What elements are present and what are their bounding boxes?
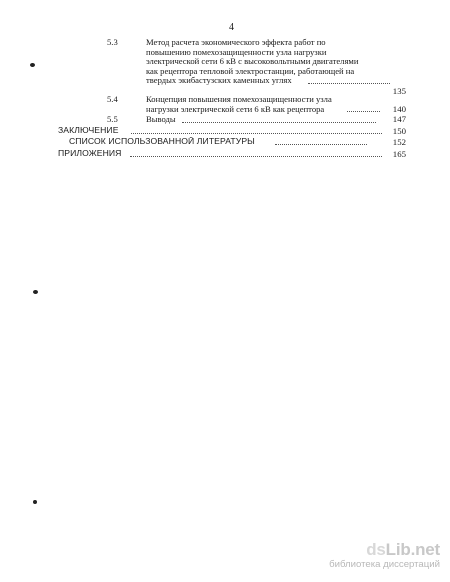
- page-number: 4: [229, 22, 234, 33]
- toc-entry-title: Выводы: [146, 115, 378, 125]
- scan-speck: [30, 63, 35, 67]
- scan-speck: [33, 500, 37, 504]
- toc-section-page: 152: [392, 137, 406, 147]
- dslib-watermark: [329, 540, 440, 570]
- toc-section-title: ЗАКЛЮЧЕНИЕ: [58, 126, 384, 136]
- toc-entry-number: 5.5: [107, 114, 118, 124]
- toc-section-title: ПРИЛОЖЕНИЯ: [58, 149, 384, 159]
- dslib-logo: dsLib.net: [366, 540, 440, 559]
- dslib-subtitle: библиотека диссертаций: [329, 559, 440, 570]
- toc-section-page: 150: [392, 126, 406, 136]
- toc-entry-title: Метод расчета экономического эффекта работ по повышению помехозащищенности узла нагрузки электрической сети 6 кВ с высоковольтными двигателями как рецептора тепловой электростанции, работающей на твердых экибастузских каменных углях: [146, 38, 392, 86]
- toc-entry-page: 135: [392, 86, 406, 96]
- toc-section-page: 165: [392, 149, 406, 159]
- toc-entry-page: 147: [392, 114, 406, 124]
- toc-entry-page: 140: [392, 104, 406, 114]
- scan-speck: [33, 290, 38, 294]
- toc-entry-number: 5.4: [107, 94, 118, 104]
- toc-entry-title: Концепция повышения помехозащищенности узла нагрузки электрической сети 6 кВ как рецептора: [146, 95, 382, 114]
- toc-entry-number: 5.3: [107, 37, 118, 47]
- toc-section-title: СПИСОК ИСПОЛЬЗОВАННОЙ ЛИТЕРАТУРЫ: [69, 137, 369, 147]
